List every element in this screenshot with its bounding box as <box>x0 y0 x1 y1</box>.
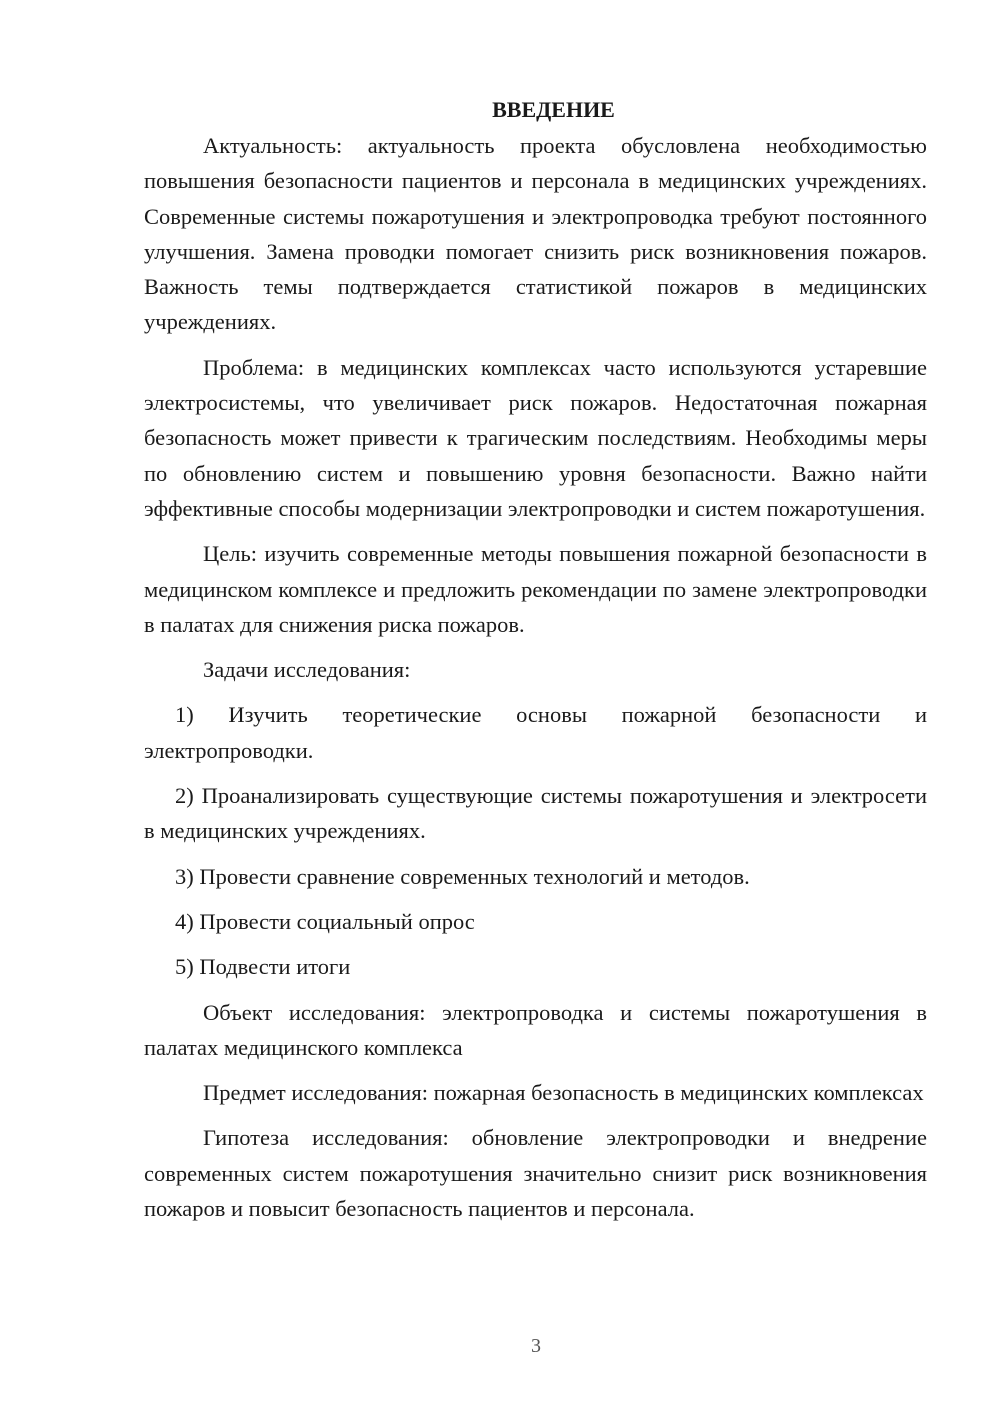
tasks-title: Задачи исследования: <box>203 657 411 683</box>
paragraph-hypothesis: Гипотеза исследования: обновление электропроводки и внедрение современных систем пожаротушения значительно снизит риск возникновения пожаров и повысит безопасность пациентов и персонала. <box>144 1125 927 1222</box>
paragraph-object: Объект исследования: электропроводка и системы пожаротушения в палатах медицинского комплекса <box>144 999 927 1060</box>
task-item-2: 2) Проанализировать существующие системы пожаротушения и электросети в медицинских учреждениях. <box>144 783 927 844</box>
section-heading: ВВЕДЕНИЕ <box>492 97 615 122</box>
task-item-5: 5) Подвести итоги <box>175 954 351 980</box>
paragraph-subject: Предмет исследования: пожарная безопасность в медицинских комплексах <box>203 1080 924 1106</box>
task-item-4: 4) Провести социальный опрос <box>175 908 475 934</box>
task-item-3: 3) Провести сравнение современных технологий и методов. <box>175 863 750 889</box>
paragraph-goal: Цель: изучить современные методы повышения пожарной безопасности в медицинском комплексе и предложить рекомендации по замене электропроводки в палатах для снижения риска пожаров. <box>144 541 927 637</box>
paragraph-problem: Проблема: в медицинских комплексах часто используются устаревшие электросистемы, что увеличивает риск пожаров. Недостаточная пожарная безопасность может привести к трагическим последствиям. Необходимы меры по обновлению систем и повышению уровня безопасности. Важно найти эффективные способы модернизации электропроводки и систем пожаротушения. <box>144 354 927 521</box>
paragraph-relevance: Актуальность: актуальность проекта обусловлена необходимостью повышения безопасности пациентов и персонала в медицинских учреждениях. Современные системы пожаротушения и электропроводка требуют постоянного улучшения. Замена проводки помогает снизить риск возникновения пожаров. Важность темы подтверждается статистикой пожаров в медицинских учреждениях. <box>144 133 927 335</box>
page-number: 3 <box>531 1335 541 1357</box>
task-item-1: 1) Изучить теоретические основы пожарной безопасности и электропроводки. <box>144 702 927 763</box>
